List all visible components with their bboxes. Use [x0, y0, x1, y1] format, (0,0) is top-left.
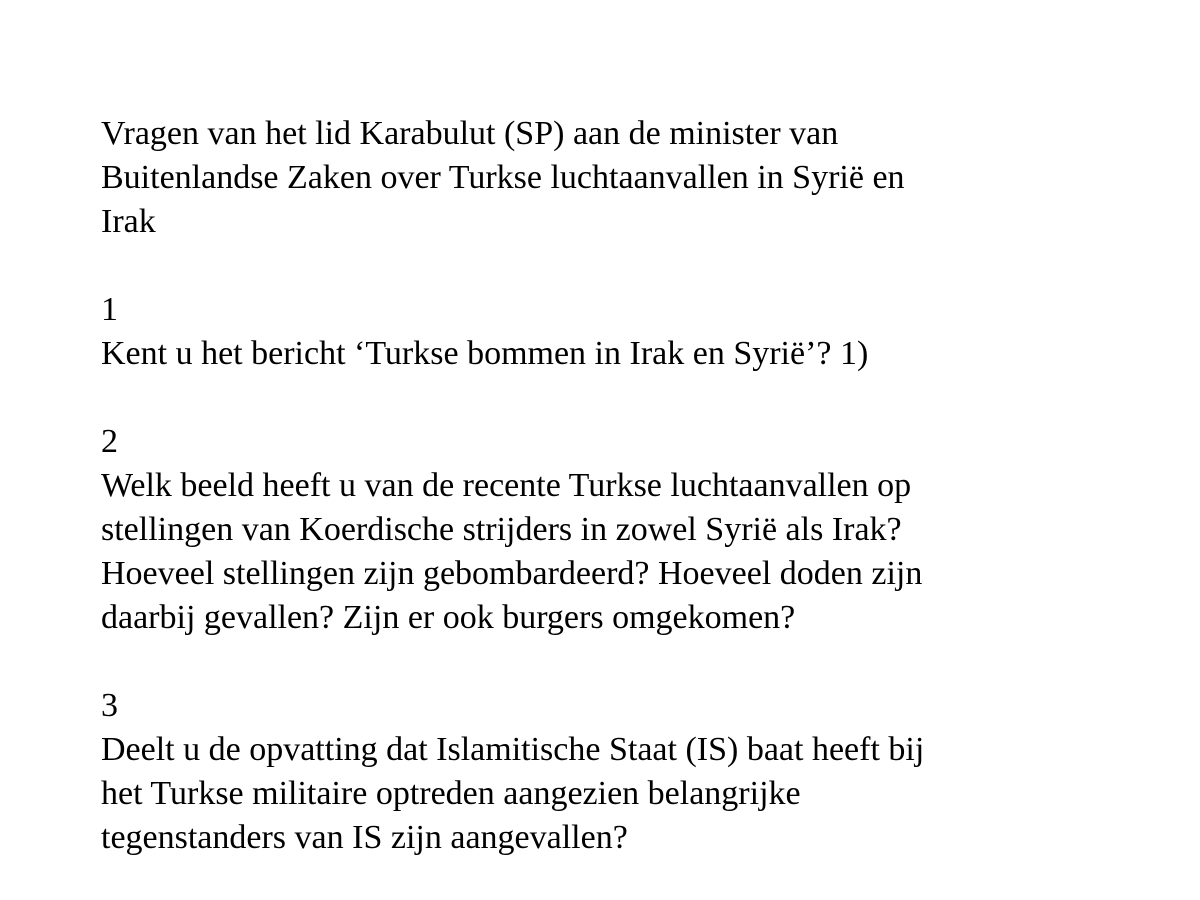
document-title — [101, 112, 1161, 244]
spacer — [101, 376, 1161, 420]
question-text-line: Kent u het bericht ‘Turkse bommen in Irak en Syrië’? 1) — [101, 335, 869, 372]
question-number: 2 — [101, 423, 118, 460]
title-line: Buitenlandse Zaken over Turkse luchtaanvallen in Syrië en — [101, 159, 905, 196]
title-line: Vragen van het lid Karabulut (SP) aan de minister van — [101, 115, 839, 152]
question-text-line: het Turkse militaire optreden aangezien belangrijke — [101, 775, 801, 812]
question-2 — [101, 420, 1161, 640]
question-text-line: daarbij gevallen? Zijn er ook burgers omgekomen? — [101, 599, 796, 636]
question-3 — [101, 684, 1161, 860]
question-text-line: tegenstanders van IS zijn aangevallen? — [101, 819, 628, 856]
question-1 — [101, 288, 1161, 376]
title-line: Irak — [101, 203, 156, 240]
question-text-line: Hoeveel stellingen zijn gebombardeerd? Hoeveel doden zijn — [101, 555, 923, 592]
document-body — [101, 112, 1161, 860]
question-text-line: Deelt u de opvatting dat Islamitische Staat (IS) baat heeft bij — [101, 731, 925, 768]
question-number: 1 — [101, 291, 118, 328]
spacer — [101, 640, 1161, 684]
question-text-line: Welk beeld heeft u van de recente Turkse luchtaanvallen op — [101, 467, 912, 504]
question-text-line: stellingen van Koerdische strijders in zowel Syrië als Irak? — [101, 511, 902, 548]
spacer — [101, 244, 1161, 288]
question-number: 3 — [101, 687, 118, 724]
